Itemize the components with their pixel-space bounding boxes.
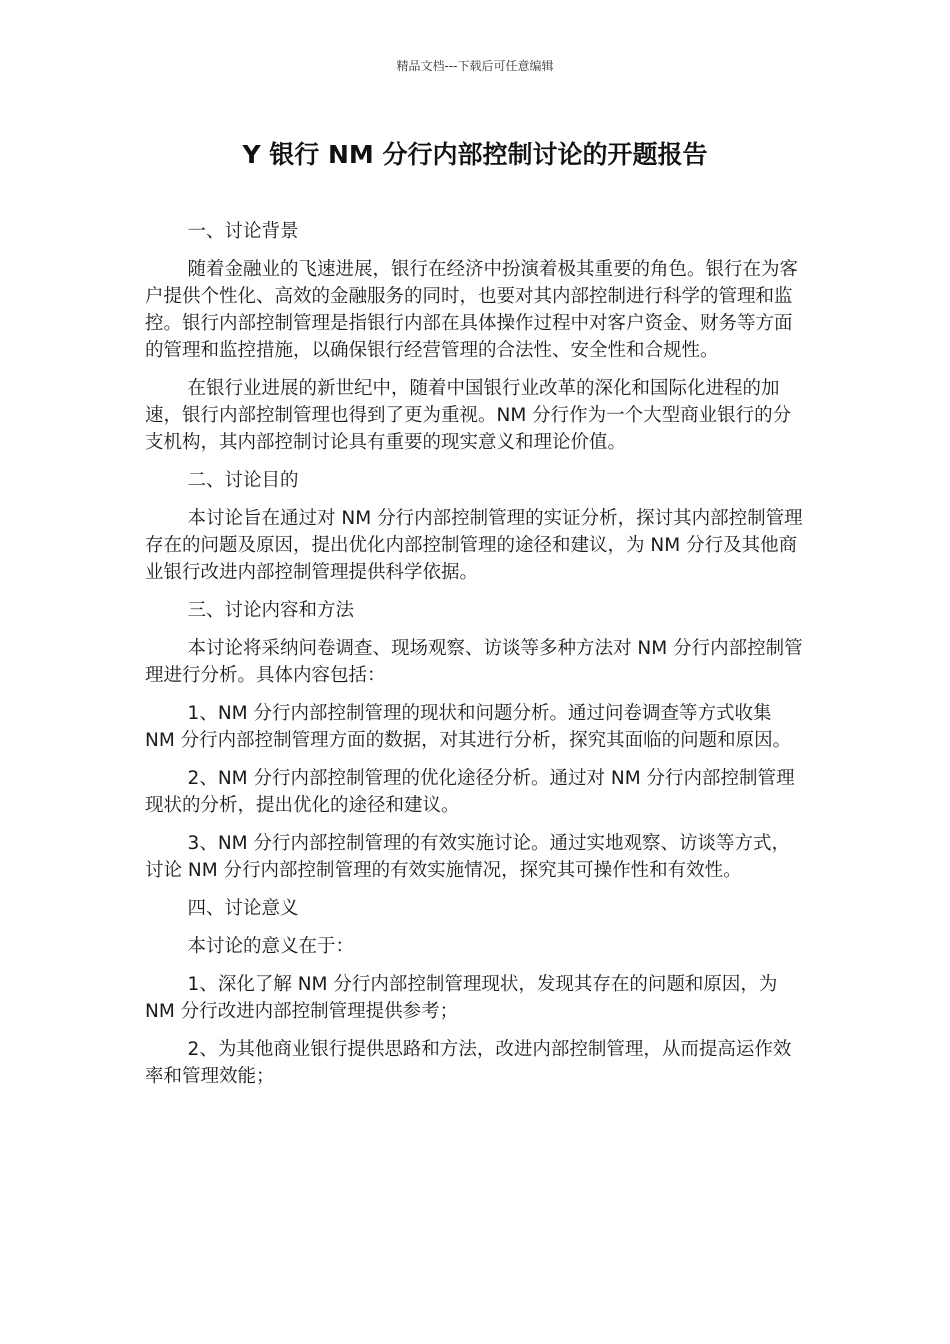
section-heading-significance: 四、讨论意义 xyxy=(187,898,299,919)
list-item: 1、NM 分行内部控制管理的现状和问题分析。通过问卷调查等方式收集 NM 分行内部控制管理方面的数据，对其进行分析，探究其面临的问题和原因。 xyxy=(145,703,792,751)
paragraph: 随着金融业的飞速进展，银行在经济中扮演着极其重要的角色。银行在为客户提供个性化、高效的金融服务的同时，也要对其内部控制进行科学的管理和监控。银行内部控制管理是指银行内部在具体操作过程中对客户资金、财务等方面的管理和监控措施，以确保银行经营管理的合法性、安全性和合规性。 xyxy=(145,259,799,361)
paragraph: 本讨论旨在通过对 NM 分行内部控制管理的实证分析，探讨其内部控制管理存在的问题及原因，提出优化内部控制管理的途径和建议，为 NM 分行及其他商业银行改进内部控制管理提供科学依据。 xyxy=(145,508,803,583)
paragraph: 本讨论的意义在于： xyxy=(187,936,355,957)
list-item: 2、为其他商业银行提供思路和方法，改进内部控制管理，从而提高运作效率和管理效能； xyxy=(145,1039,792,1087)
list-item: 3、NM 分行内部控制管理的有效实施讨论。通过实地观察、访谈等方式，讨论 NM 分行内部控制管理的有效实施情况，探究其可操作性和有效性。 xyxy=(145,833,791,881)
list-item: 1、深化了解 NM 分行内部控制管理现状，发现其存在的问题和原因，为 NM 分行改进内部控制管理提供参考； xyxy=(145,974,778,1022)
section-heading-background: 一、讨论背景 xyxy=(187,221,299,242)
document-body xyxy=(145,218,807,1101)
paragraph: 本讨论将采纳问卷调查、现场观察、访谈等多种方法对 NM 分行内部控制管理进行分析。具体内容包括： xyxy=(145,638,803,686)
list-item: 2、NM 分行内部控制管理的优化途径分析。通过对 NM 分行内部控制管理现状的分析，提出优化的途径和建议。 xyxy=(145,768,795,816)
section-heading-purpose: 二、讨论目的 xyxy=(187,470,299,491)
document-title: Y 银行 NM 分行内部控制讨论的开题报告 xyxy=(242,140,708,169)
section-heading-content-method: 三、讨论内容和方法 xyxy=(187,600,355,621)
page-header: 精品文档---下载后可任意编辑 xyxy=(396,59,554,73)
paragraph: 在银行业进展的新世纪中，随着中国银行业改革的深化和国际化进程的加速，银行内部控制管理也得到了更为重视。NM 分行作为一个大型商业银行的分支机构，其内部控制讨论具有重要的现实意义和理论价值。 xyxy=(145,378,792,453)
